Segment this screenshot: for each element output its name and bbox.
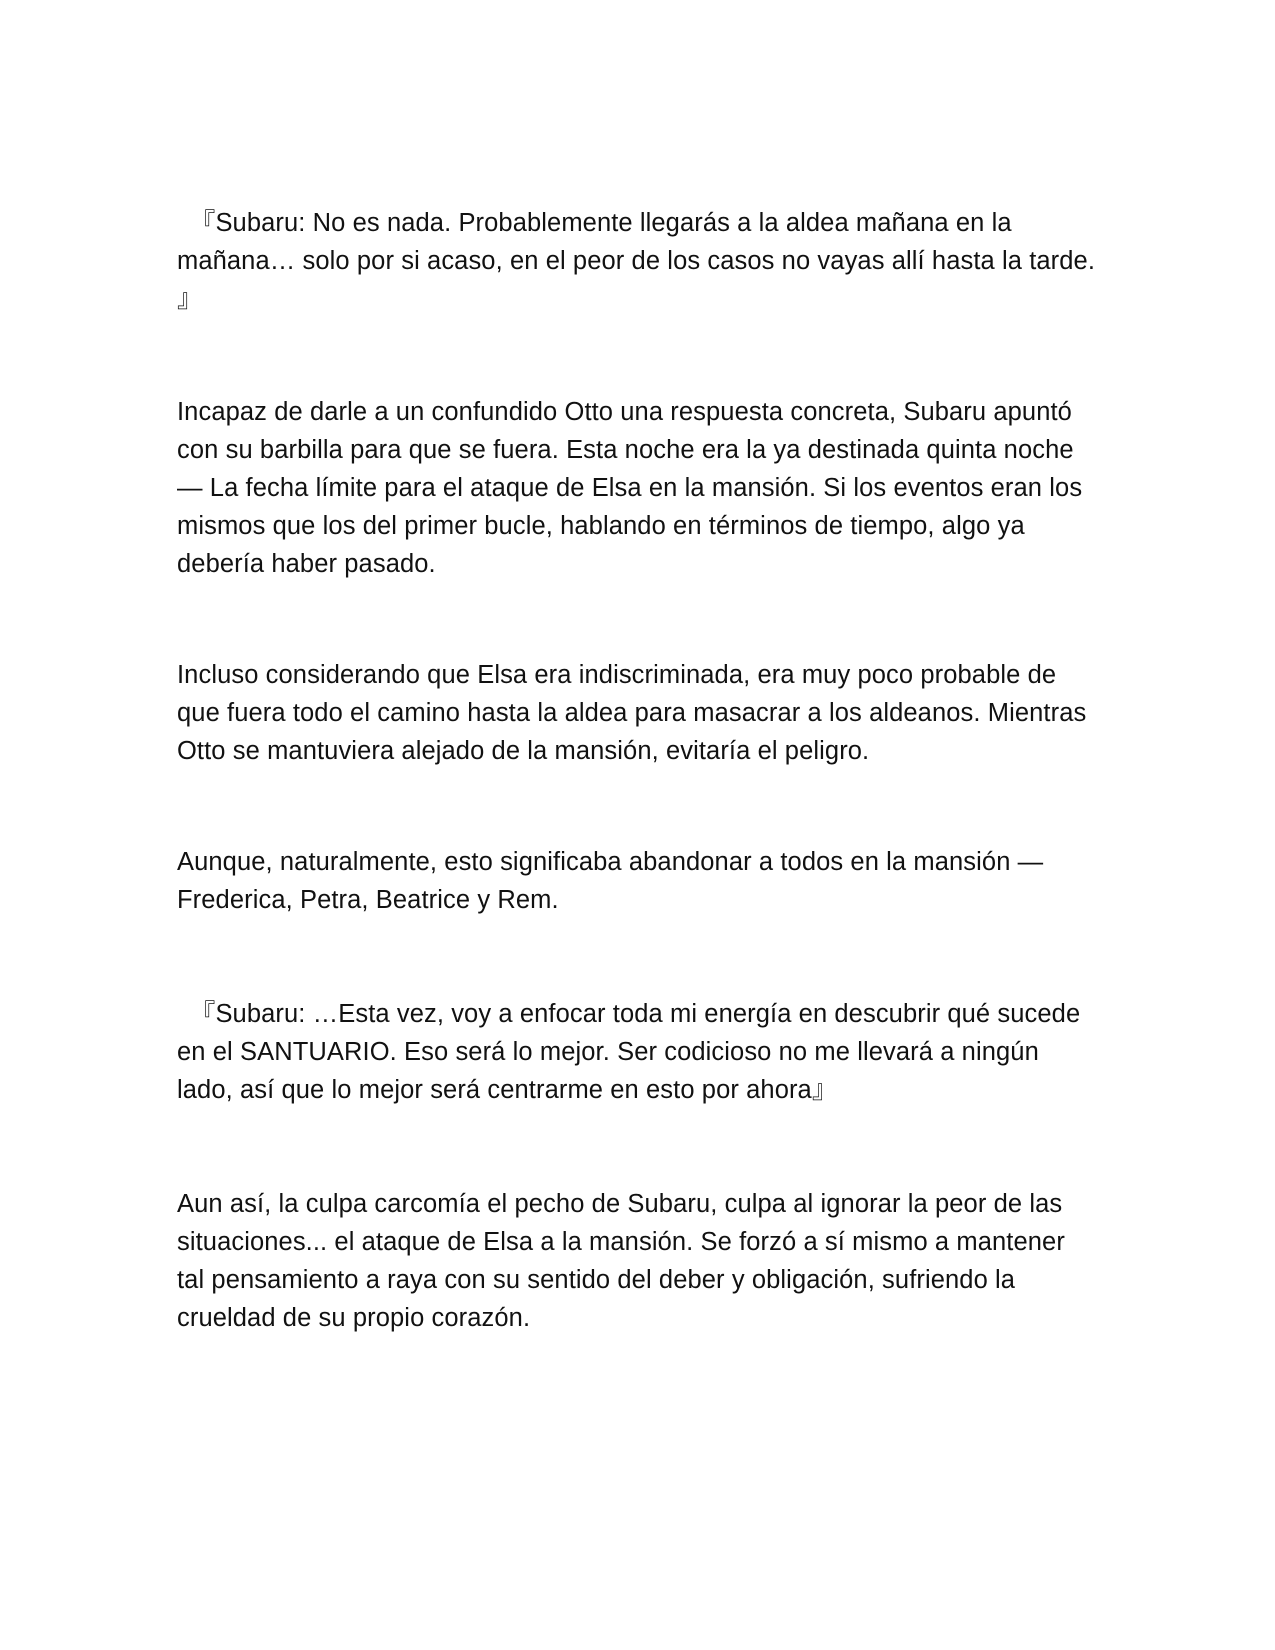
narrative-paragraph: Incapaz de darle a un confundido Otto una respuesta concreta, Subaru apuntó con su barbilla para que se fuera. Esta noche era la ya destinada quinta noche — La fecha límite para el ataque de Elsa en la mansión. Si los eventos eran los mismos que los del primer bucle, hablando en términos de tiempo, algo ya debería haber pasado. — [177, 398, 1083, 578]
dialogue-paragraph: 『Subaru: No es nada. Probablemente llegarás a la aldea mañana en la mañana… solo por si acaso, en el peor de los casos no vayas allí hasta la tarde. 』 — [177, 209, 1096, 313]
dialogue-paragraph: 『Subaru: …Esta vez, voy a enfocar toda mi energía en descubrir qué sucede en el SANTUARIO. Eso será lo mejor. Ser codicioso no me llevará a ningún lado, así que lo mejor será centrarme en esto por ahora』 — [177, 1000, 1081, 1104]
narrative-paragraph: Incluso considerando que Elsa era indiscriminada, era muy poco probable de que fuera todo el camino hasta la aldea para masacrar a los aldeanos. Mientras Otto se mantuviera alejado de la mansión, evitaría el peligro. — [177, 661, 1087, 765]
narrative-paragraph: Aunque, naturalmente, esto significaba abandonar a todos en la mansión — Frederica, Petra, Beatrice y Rem. — [177, 848, 1044, 914]
narrative-paragraph: Aun así, la culpa carcomía el pecho de Subaru, culpa al ignorar la peor de las situaciones... el ataque de Elsa a la mansión. Se forzó a sí mismo a mantener tal pensamiento a raya con su sentido del deber y obligación, sufriendo la crueldad de su propio corazón. — [177, 1190, 1065, 1332]
